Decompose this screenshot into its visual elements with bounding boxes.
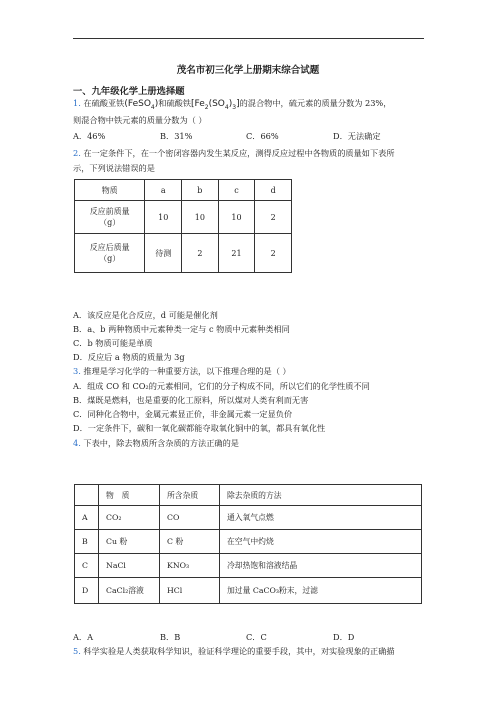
q4-options — [73, 632, 354, 643]
q2-line1: 2. 在一定条件下，在一个密闭容器内发生某反应，测得反应过程中各物质的质量如下表所 — [73, 148, 395, 158]
table-cell: 2 — [255, 201, 292, 234]
table-cell: 10 — [218, 201, 255, 234]
q2-option-a: A．该反应是化合反应，d 可能是催化剂 — [73, 310, 218, 320]
q5-line1: 5. 科学实验是人类获取科学知识，验证科学理论的重要手段，其中，对实验现象的正确描 — [73, 646, 395, 656]
table-cell: 反应后质量 （g） — [75, 234, 145, 273]
table-cell: 2 — [182, 234, 219, 273]
q1-number: 1. — [73, 98, 81, 108]
table-row — [75, 530, 422, 554]
q1-option-a: A．46% — [73, 131, 106, 141]
table-cell: 21 — [218, 234, 255, 273]
table-header: 物 质 — [99, 485, 160, 506]
q3-option-c: C．同种化合物中，金属元素显正价，非金属元素一定显负价 — [73, 409, 293, 419]
table-row — [75, 234, 292, 273]
table-cell: D — [75, 578, 99, 604]
table-cell: CaCl₂溶液 — [99, 578, 160, 604]
q2-option-d: D．反应后 a 物质的质量为 3g — [73, 352, 185, 362]
q3-option-a: A．组成 CO 和 CO₂的元素相同，它们的分子构成不同，所以它们的化学性质不同 — [73, 381, 370, 391]
table-header: 除去杂质的方法 — [220, 485, 422, 506]
q3-option-d: D．一定条件下，碳和一氧化碳都能夺取氧化铜中的氧，都具有氧化性 — [73, 423, 326, 433]
table-cell: 10 — [145, 201, 182, 234]
table-cell: 待测 — [145, 234, 182, 273]
table-cell: Cu 粉 — [99, 530, 160, 554]
table-cell: B — [75, 530, 99, 554]
table-row — [75, 201, 292, 234]
table-header: 物质 — [75, 180, 145, 201]
q1-line1: 1. 在硫酸亚铁(FeSO$_4$)和硫酸铁$[Fe_2(SO_4)_3]$的混合物中，硫元素的质量分数为 23%， — [73, 98, 392, 111]
q4-table — [74, 484, 422, 604]
table-cell: 加过量 CaCO₃粉末，过滤 — [220, 578, 422, 604]
q3-number: 3. — [73, 366, 81, 376]
table-cell: C — [75, 554, 99, 578]
q2-number: 2. — [73, 148, 81, 158]
table-cell: CO — [160, 506, 220, 530]
table-cell: HCl — [160, 578, 220, 604]
q2-table — [74, 179, 292, 273]
q3-option-b: B．煤既是燃料，也是重要的化工原料，所以煤对人类有利而无害 — [73, 395, 309, 405]
q1-line2: 则混合物中铁元素的质量分数为（ ） — [73, 115, 207, 125]
table-cell: 在空气中灼烧 — [220, 530, 422, 554]
q2-line2: 示，下列说法错误的是 — [73, 163, 155, 173]
q1-option-b: B．31% — [160, 131, 193, 141]
table-cell: A — [75, 506, 99, 530]
formula-feso4: (FeSO$_4$) — [124, 99, 159, 111]
q1-option-d: D．无法确定 — [333, 131, 381, 141]
q4-option-d: D．D — [333, 632, 355, 642]
table-cell: NaCl — [99, 554, 160, 578]
table-header: c — [218, 180, 255, 201]
q1-options — [73, 131, 381, 142]
q4-number: 4. — [73, 438, 81, 448]
table-header: a — [145, 180, 182, 201]
q4-option-a: A．A — [73, 632, 94, 642]
q3-line1: 3. 推理是学习化学的一种重要方法，以下推理合理的是（ ） — [73, 366, 291, 376]
table-cell: KNO₃ — [160, 554, 220, 578]
q4-option-c: C．C — [246, 632, 267, 642]
table-header: d — [255, 180, 292, 201]
q2-option-c: C．b 物质可能是单质 — [73, 338, 153, 348]
table-row — [75, 506, 422, 530]
formula-fe2so43: $[Fe_2(SO_4)_3]$ — [191, 99, 240, 111]
table-header: b — [182, 180, 219, 201]
q4-line1: 4. 下表中，除去物质所含杂质的方法正确的是 — [73, 438, 239, 448]
table-cell: CO₂ — [99, 506, 160, 530]
section-heading: 一、九年级化学上册选择题 — [73, 86, 185, 97]
table-cell: 2 — [255, 234, 292, 273]
q1-option-c: C．66% — [246, 131, 279, 141]
table-cell: 冷却热饱和溶液结晶 — [220, 554, 422, 578]
table-row — [75, 578, 422, 604]
table-header — [75, 485, 99, 506]
table-cell: C 粉 — [160, 530, 220, 554]
table-cell: 反应前质量 （g） — [75, 201, 145, 234]
header-rule — [73, 38, 424, 39]
q5-number: 5. — [73, 646, 81, 656]
table-cell: 10 — [182, 201, 219, 234]
q2-option-b: B．a、b 两种物质中元素种类一定与 c 物质中元素种类相同 — [73, 324, 290, 334]
q4-option-b: B．B — [160, 632, 181, 642]
table-header: 所含杂质 — [160, 485, 220, 506]
page-title: 茂名市初三化学上册期末综合试题 — [176, 65, 320, 76]
table-cell: 通入氧气点燃 — [220, 506, 422, 530]
table-row — [75, 554, 422, 578]
